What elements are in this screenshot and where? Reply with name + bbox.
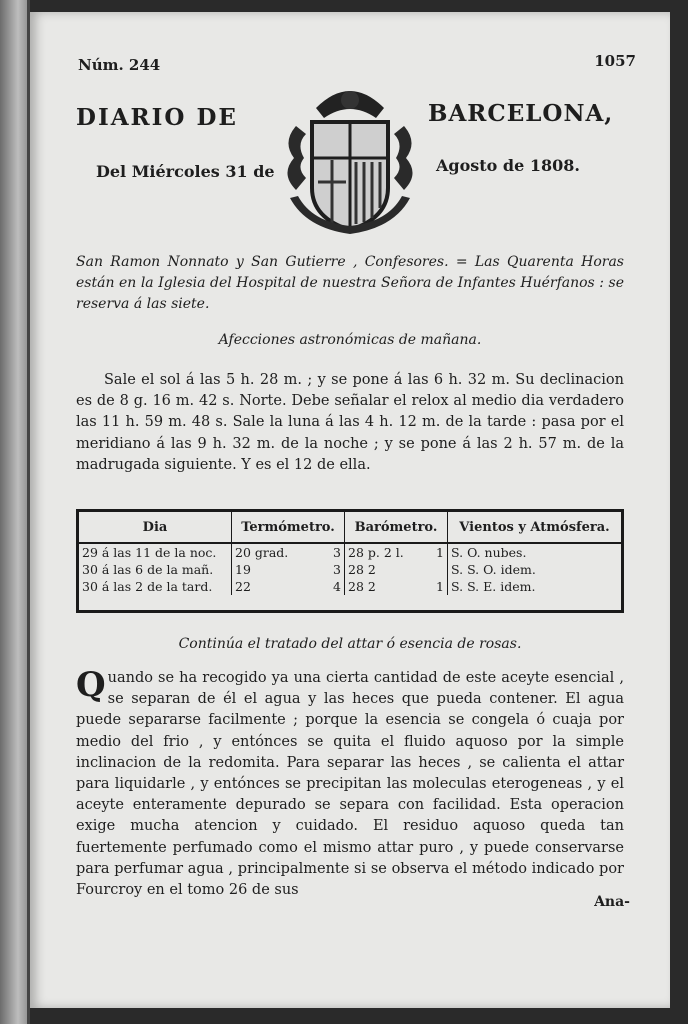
astro-heading: Afecciones astronómicas de mañana. <box>218 332 482 348</box>
treatise-paragraph <box>76 665 624 901</box>
cell-dia: 30 á las 6 de la mañ. <box>79 561 232 578</box>
cell-baro: 28 p. 2 l. 1 <box>345 543 448 561</box>
col-dia: Dia <box>79 512 232 543</box>
masthead-right: BARCELONA, <box>428 100 614 127</box>
weather-table <box>76 509 624 613</box>
masthead-left: DIARIO DE <box>76 104 238 131</box>
col-vientos: Vientos y Atmósfera. <box>448 512 622 543</box>
saints-notice: San Ramon Nonnato y San Gutierre , Confesores. = Las Quarenta Horas están en la Iglesia del Hospital de nuestra Señora de Infantes Huérfanos : se reserva á las siete. <box>76 254 624 312</box>
coat-of-arms-icon <box>276 78 424 234</box>
treatise-heading: Continúa el tratado del attar ó esencia de rosas. <box>178 636 522 652</box>
table-row <box>79 561 621 578</box>
astro-paragraph <box>76 370 624 476</box>
cell-term: 20 grad. 3 <box>232 543 345 561</box>
table-row <box>79 578 621 595</box>
cell-baro: 28 2 1 <box>345 578 448 595</box>
drop-cap: Q <box>76 665 106 705</box>
cell-term: 19 3 <box>232 561 345 578</box>
date-left: Del Miércoles 31 de <box>96 162 275 181</box>
cell-term: 22 4 <box>232 578 345 595</box>
newspaper-page <box>30 12 670 1008</box>
cell-viento: S. S. E. idem. <box>451 579 536 594</box>
issue-number: Núm. 244 <box>78 56 161 74</box>
treatise-text: uando se ha recogido ya una cierta cantidad de este aceyte esencial , se separan de él el agua y las heces que pueda contener. El agua puede separarse facilmente ; porque la esencia se congela ó cuaja por medio del frio , y entónces se quita el fluido aquoso por la simple inclinacion de la redomita. Para separar las heces , se calienta el attar para liquidarle , y entónces se precipitan las moleculas eterogeneas , y el aceyte enteramente depurado se separa con facilidad. Esta operacion exige mucha atencion y cuidado. El residuo aquoso queda tan fuertemente perfumado como el mismo attar puro , y puede conservarse para perfumar agua , principalmente si se observa el método indicado por Fourcroy en el tomo 26 de sus <box>76 670 624 899</box>
catchword: Ana- <box>594 894 630 910</box>
cell-baro: 28 2 <box>345 561 448 578</box>
table-row <box>79 543 621 561</box>
page-number: 1057 <box>594 52 636 70</box>
cell-dia: 29 á las 11 de la noc. <box>79 543 232 561</box>
col-termometro: Termómetro. <box>232 512 345 543</box>
cell-viento: S. O. nubes. <box>451 545 527 560</box>
astro-text: Sale el sol á las 5 h. 28 m. ; y se pone á las 6 h. 32 m. Su declinacion es de 8 g. 16 m. 42 s. Norte. Debe señalar el relox al medio dia verdadero las 11 h. 59 m. 48 s. Sale la luna á las 4 h. 12 m. de la tarde : pasa por el meridiano á las 9 h. 32 m. de la noche ; y se pone á las 2 h. 57 m. de la madrugada siguiente. Y es el 12 de ella. <box>76 372 624 473</box>
col-barometro: Barómetro. <box>345 512 448 543</box>
cell-dia: 30 á las 2 de la tard. <box>79 578 232 595</box>
left-page-edge <box>0 0 30 1024</box>
date-right: Agosto de 1808. <box>436 156 580 175</box>
cell-viento: S. S. O. idem. <box>451 562 536 577</box>
